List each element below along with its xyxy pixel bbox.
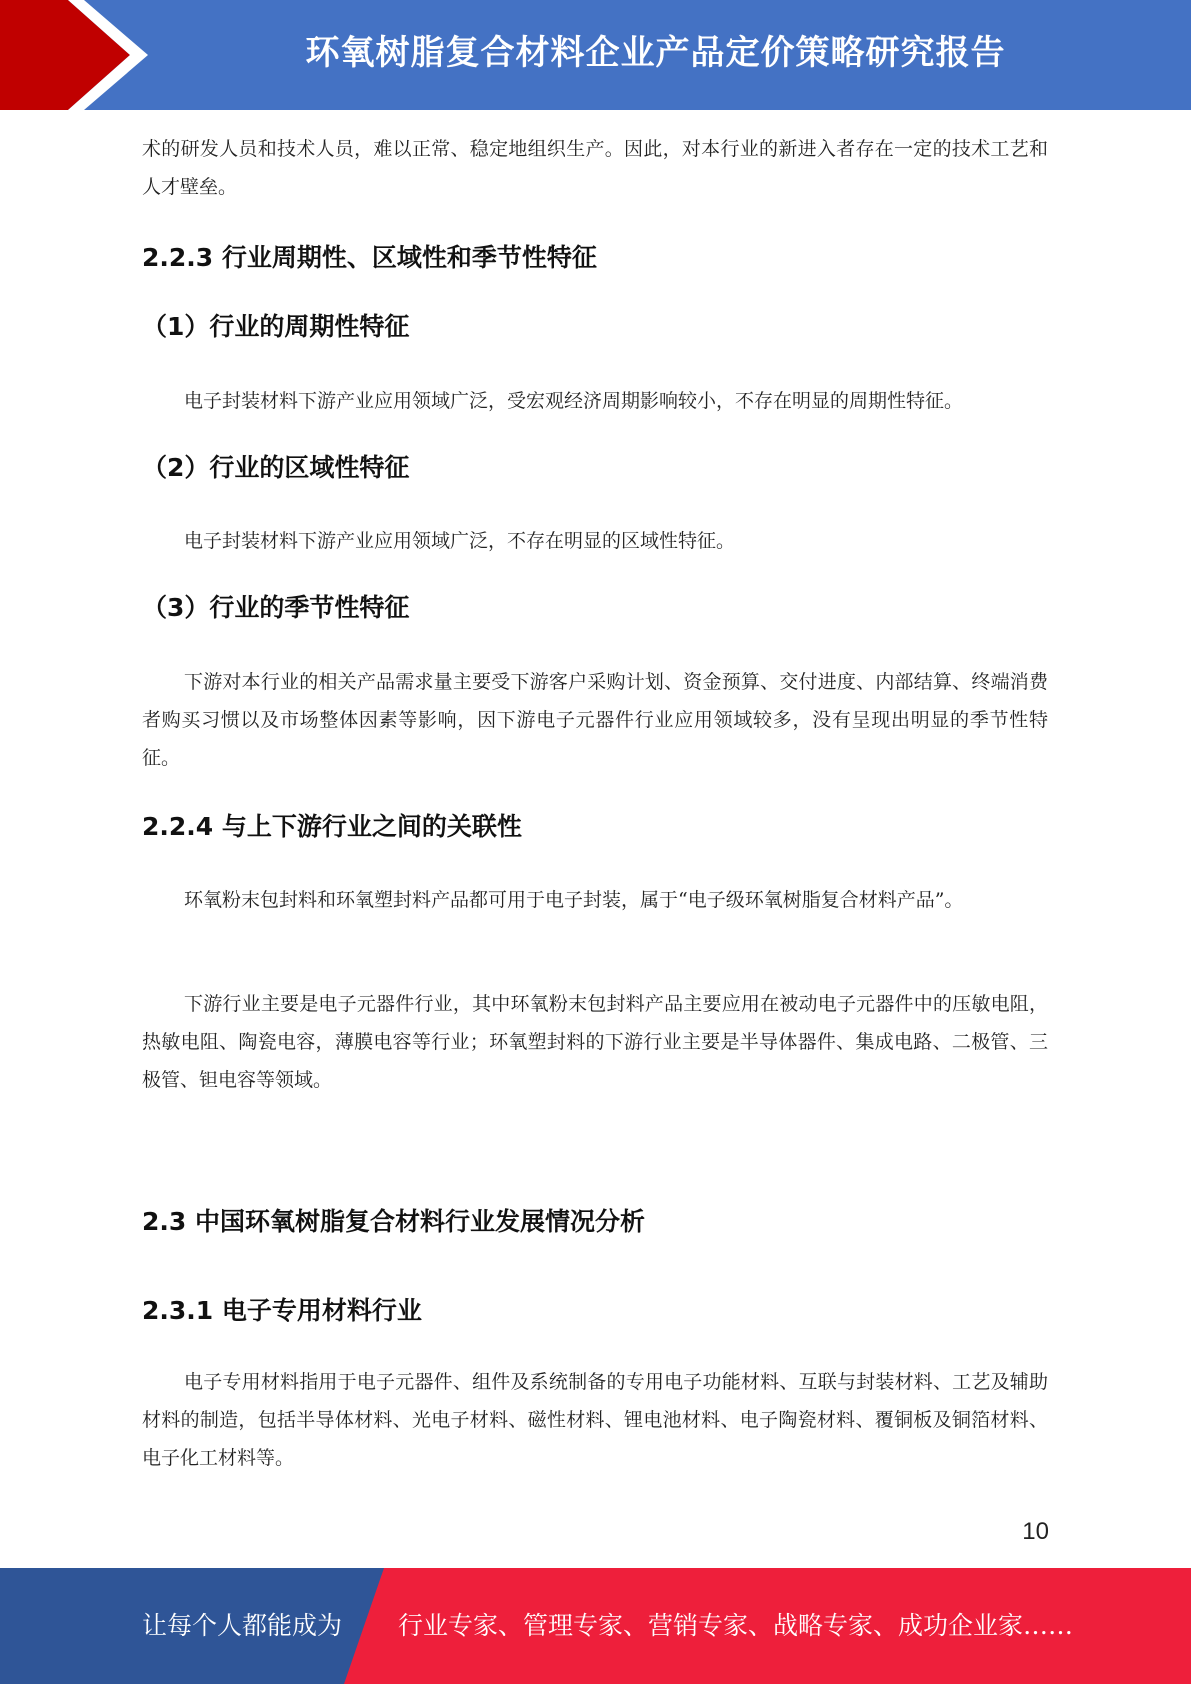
section-2-2-4-heading-block bbox=[142, 807, 1048, 843]
page-header bbox=[0, 0, 1191, 110]
regional-text: 电子封装材料下游产业应用领域广泛，不存在明显的区域性特征。 bbox=[184, 530, 736, 552]
footer-slogan-left: 让每个人都能成为 bbox=[142, 1611, 343, 1640]
subsection-periodicity-heading-block bbox=[142, 307, 1048, 343]
subsection-regional-heading: （2）行业的区域性特征 bbox=[142, 453, 410, 482]
periodicity-text: 电子封装材料下游产业应用领域广泛，受宏观经济周期影响较小，不存在明显的周期性特征。 bbox=[184, 390, 964, 412]
page-footer bbox=[0, 1568, 1191, 1684]
electronic-materials-text-block bbox=[142, 1363, 1048, 1477]
section-2-3-1-heading-block bbox=[142, 1291, 1048, 1327]
periodicity-text-block bbox=[142, 382, 1048, 420]
section-2-3-heading: 2.3 中国环氧树脂复合材料行业发展情况分析 bbox=[142, 1207, 645, 1236]
electronic-materials-text: 电子专用材料指用于电子元器件、组件及系统制备的专用电子功能材料、互联与封装材料、工艺及辅助材料的制造，包括半导体材料、光电子材料、磁性材料、锂电池材料、电子陶瓷材料、覆铜板及铜箔材料、电子化工材料等。 bbox=[142, 1371, 1048, 1469]
seasonal-text-block bbox=[142, 663, 1048, 777]
section-2-2-3-heading: 2.2.3 行业周期性、区域性和季节性特征 bbox=[142, 243, 597, 272]
section-2-3-heading-block bbox=[142, 1202, 1048, 1238]
seasonal-text: 下游对本行业的相关产品需求量主要受下游客户采购计划、资金预算、交付进度、内部结算、终端消费者购买习惯以及市场整体因素等影响，因下游电子元器件行业应用领域较多，没有呈现出明显的季节性特征。 bbox=[142, 671, 1048, 769]
page-number: 10 bbox=[1022, 1518, 1049, 1545]
upstream-downstream-p1-block bbox=[142, 881, 1048, 919]
subsection-regional-heading-block bbox=[142, 448, 1048, 484]
upstream-downstream-p2-block bbox=[142, 985, 1048, 1099]
intro-paragraph: 术的研发人员和技术人员，难以正常、稳定地组织生产。因此，对本行业的新进入者存在一定的技术工艺和人才壁垒。 bbox=[142, 138, 1048, 198]
section-2-2-4-heading: 2.2.4 与上下游行业之间的关联性 bbox=[142, 812, 522, 841]
section-2-3-1-heading: 2.3.1 电子专用材料行业 bbox=[142, 1296, 422, 1325]
subsection-periodicity-heading: （1）行业的周期性特征 bbox=[142, 312, 410, 341]
regional-text-block bbox=[142, 522, 1048, 560]
section-2-2-3-heading-block bbox=[142, 238, 1048, 274]
footer-slogan-right: 行业专家、管理专家、营销专家、战略专家、成功企业家…… bbox=[398, 1611, 1074, 1640]
upstream-downstream-paragraph-2: 下游行业主要是电子元器件行业，其中环氧粉末包封料产品主要应用在被动电子元器件中的压敏电阻，热敏电阻、陶瓷电容，薄膜电容等行业；环氧塑封料的下游行业主要是半导体器件、集成电路、二极管、三极管、钽电容等领域。 bbox=[142, 993, 1048, 1091]
subsection-seasonal-heading-block bbox=[142, 588, 1048, 624]
upstream-downstream-paragraph-1: 环氧粉末包封料和环氧塑封料产品都可用于电子封装，属于“电子级环氧树脂复合材料产品”。 bbox=[184, 889, 964, 911]
intro-paragraph-block bbox=[142, 130, 1048, 206]
header-chevron-graphic bbox=[0, 0, 160, 110]
subsection-seasonal-heading: （3）行业的季节性特征 bbox=[142, 593, 410, 622]
report-title: 环氧树脂复合材料企业产品定价策略研究报告 bbox=[305, 33, 1006, 73]
